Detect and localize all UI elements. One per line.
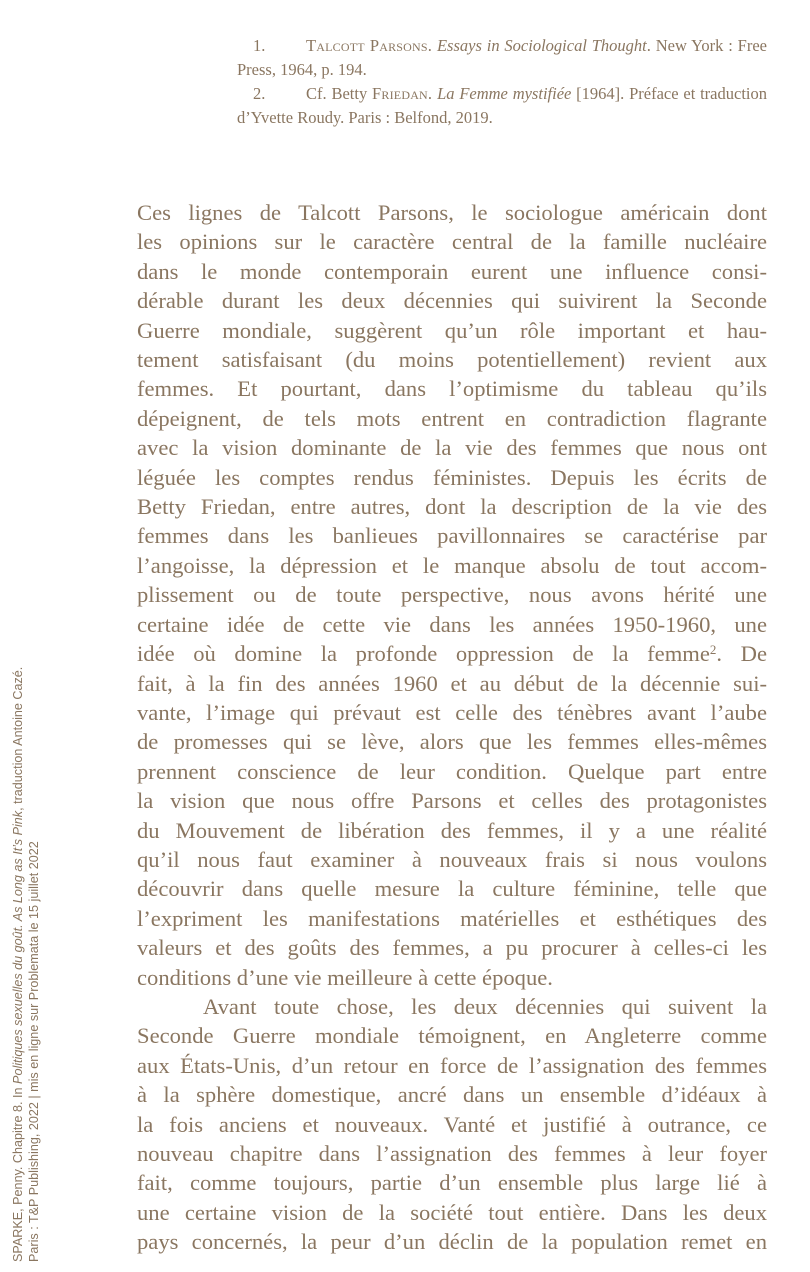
text-line: découvrir dans quelle mesure la culture féminine, telle que	[137, 876, 767, 902]
text-line: Avant toute chose, les deux décennies qui suivent la	[203, 993, 767, 1019]
text-line: de promesses qui se lève, alors que les femmes elles-mêmes	[137, 729, 767, 755]
text-line: la vision que nous offre Parsons et celles des protagonistes	[137, 788, 767, 814]
text-line: aux États-Unis, d’un retour en force de l’assignation des femmes	[137, 1052, 767, 1078]
text-line: plissement ou de toute perspective, nous avons hérité une	[137, 582, 767, 608]
side-credit-line-2: Paris : T&P Publishing, 2022 | mis en ligne sur Problemata le 15 juillet 2022	[27, 841, 41, 1262]
body-text	[137, 198, 767, 1257]
footnote-prefix: Cf. Betty	[306, 84, 373, 103]
text-line: dépeignent, de tels mots entrent en contradiction flagrante	[137, 405, 767, 431]
text-line: Ces lignes de Talcott Parsons, le sociologue américain dont	[137, 200, 767, 225]
text-line: les opinions sur le caractère central de la famille nucléaire	[137, 229, 767, 255]
credit-text: , traduction Antoine Cazé.	[11, 666, 25, 811]
text-line: une certaine vision de la société tout entière. Dans les deux	[137, 1199, 767, 1225]
text-line: qu’il nous faut examiner à nouveaux frais si nous voulons	[137, 846, 767, 872]
footnote-2	[237, 82, 767, 130]
text-line: conditions d’une vie meilleure à cette époque.	[137, 964, 553, 990]
side-credit	[10, 562, 42, 1262]
credit-text: SPARKE, Penny. Chapitre 8. In	[11, 1083, 25, 1262]
paragraph-2	[137, 992, 767, 1257]
text-line: dérable durant les deux décennies qui suivirent la Seconde	[137, 288, 767, 314]
footnote-number: 1.	[253, 36, 266, 55]
text-line: léguée les comptes rendus féministes. Depuis les écrits de	[137, 464, 767, 490]
footnote-author: Friedan.	[372, 84, 433, 103]
text-line: l’expriment les manifestations matérielles et esthétiques des	[137, 905, 767, 931]
text-line: l’angoisse, la dépression et le manque absolu de tout accom-	[137, 552, 767, 578]
text-line: vante, l’image qui prévaut est celle des ténèbres avant l’aube	[137, 699, 767, 725]
text-line: femmes. Et pourtant, dans l’optimisme du tableau qu’ils	[137, 376, 767, 402]
footnote-rest: . New York : Free Press, 1964, p. 194.	[237, 36, 767, 79]
text-segment: . De	[716, 641, 767, 667]
text-line: femmes dans les banlieues pavillonnaires se caractérise par	[137, 523, 767, 549]
credit-book-title: Politiques sexuelles du goût. As Long as It’s Pink	[11, 810, 25, 1084]
text-line: Seconde Guerre mondiale témoignent, en Angleterre comme	[137, 1023, 767, 1049]
text-line: la fois anciens et nouveaux. Vanté et justifié à outrance, ce	[137, 1111, 767, 1137]
text-line: Guerre mondiale, suggèrent qu’un rôle important et hau-	[137, 317, 767, 343]
text-line: nouveau chapitre dans l’assignation des femmes à leur foyer	[137, 1141, 767, 1166]
text-line: fait, comme toujours, partie d’un ensemble plus large lié à	[137, 1170, 767, 1196]
text-line: avec la vision dominante de la vie des femmes que nous ont	[137, 435, 767, 461]
footnote-rest: [1964]. Préface et traduction d’Yvette Roudy. Paris : Belfond, 2019.	[237, 84, 767, 127]
footnote-title: La Femme mystifiée	[437, 84, 572, 103]
text-line-with-footnote-ref	[137, 639, 767, 668]
text-line: Betty Friedan, entre autres, dont la description de la vie des	[137, 494, 767, 520]
text-line: valeurs et des goûts des femmes, a pu procurer à celles-ci les	[137, 935, 767, 961]
text-line: prennent conscience de leur condition. Quelque part entre	[137, 758, 767, 784]
footnote-reference[interactable]: 2	[709, 642, 717, 658]
text-line: pays concernés, la peur d’un déclin de la population remet en	[137, 1229, 767, 1255]
text-line: dans le monde contemporain eurent une influence consi-	[137, 258, 767, 284]
text-line: certaine idée de cette vie dans les années 1950-1960, une	[137, 611, 767, 637]
text-line: du Mouvement de libération des femmes, il y a une réalité	[137, 817, 767, 843]
text-segment: idée où domine la profonde oppression de la femme	[137, 641, 710, 667]
paragraph-1	[137, 198, 767, 992]
footnote-author: Talcott Parsons.	[306, 36, 433, 55]
text-line: tement satisfaisant (du moins potentiellement) revient aux	[137, 347, 767, 373]
footnote-title: Essays in Sociological Thought	[436, 36, 647, 55]
text-line: fait, à la fin des années 1960 et au début de la décennie sui-	[137, 670, 767, 696]
footnote-number: 2.	[253, 84, 266, 103]
footnote-1	[237, 34, 767, 82]
side-credit-line-1	[10, 562, 26, 1262]
text-line: à la sphère domestique, ancré dans un ensemble d’idéaux à	[137, 1082, 767, 1108]
footnotes	[237, 34, 767, 130]
